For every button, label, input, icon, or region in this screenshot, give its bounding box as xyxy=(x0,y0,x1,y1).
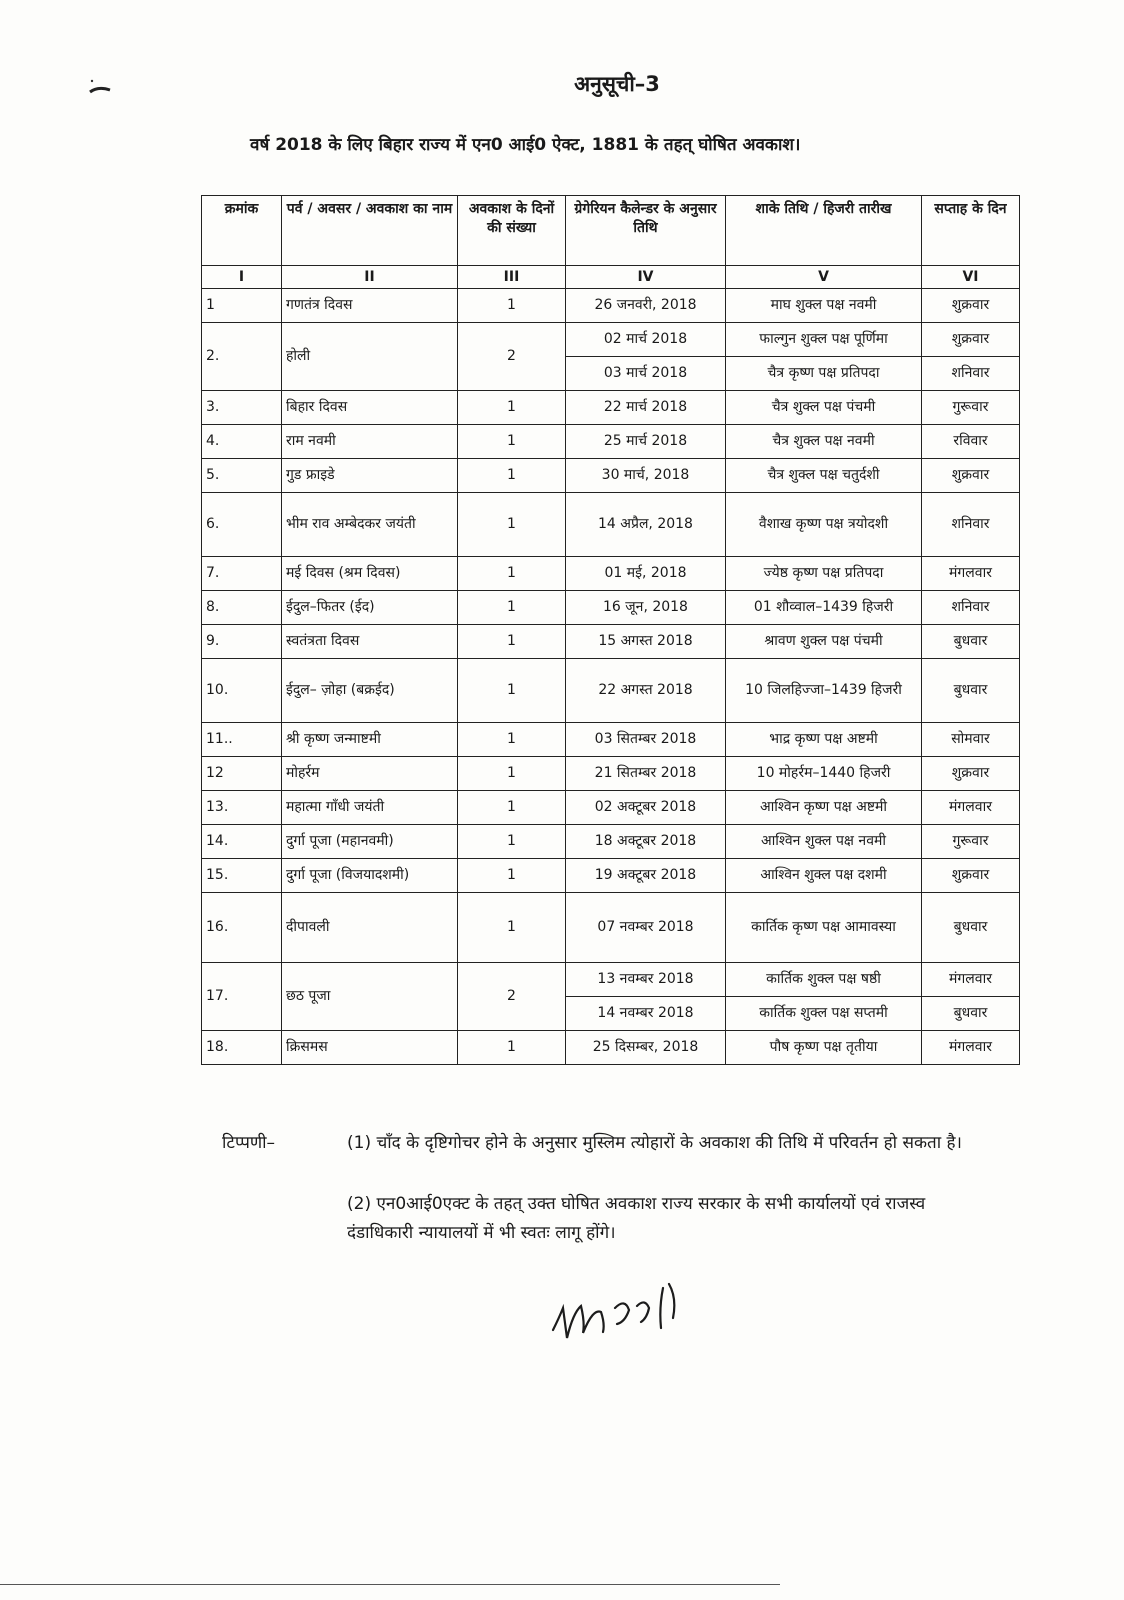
cell-gregorian-date: 13 नवम्बर 2018 xyxy=(566,963,726,997)
cell-weekday: शनिवार xyxy=(922,493,1020,557)
cell-festival-name: गणतंत्र दिवस xyxy=(282,289,458,323)
cell-weekday: गुरूवार xyxy=(922,825,1020,859)
cell-weekday: बुधवार xyxy=(922,893,1020,963)
cell-festival-name: बिहार दिवस xyxy=(282,391,458,425)
cell-gregorian-date: 02 मार्च 2018 xyxy=(566,323,726,357)
header-days-count: अवकाश के दिनों की संख्या xyxy=(458,196,566,266)
handwritten-signature xyxy=(545,1278,695,1348)
cell-weekday: शनिवार xyxy=(922,591,1020,625)
cell-saka-date: फाल्गुन शुक्ल पक्ष पूर्णिमा xyxy=(726,323,922,357)
cell-days-count: 1 xyxy=(458,557,566,591)
notes-label: टिप्पणी– xyxy=(222,1133,276,1153)
cell-serial: 16. xyxy=(202,893,282,963)
cell-festival-name: स्वतंत्रता दिवस xyxy=(282,625,458,659)
cell-festival-name: महात्मा गाँधी जयंती xyxy=(282,791,458,825)
cell-days-count: 2 xyxy=(458,323,566,391)
cell-serial: 1 xyxy=(202,289,282,323)
cell-serial: 15. xyxy=(202,859,282,893)
table-row xyxy=(202,723,1020,757)
note-item: (1) चाँद के दृष्टिगोचर होने के अनुसार मुस्लिम त्योहारों के अवकाश की तिथि में परिवर्तन हो सकता है। xyxy=(347,1133,962,1153)
cell-weekday: गुरूवार xyxy=(922,391,1020,425)
cell-saka-date: वैशाख कृष्ण पक्ष त्रयोदशी xyxy=(726,493,922,557)
cell-days-count: 1 xyxy=(458,859,566,893)
header-serial: क्रमांक xyxy=(202,196,282,266)
cell-gregorian-date: 03 सितम्बर 2018 xyxy=(566,723,726,757)
cell-days-count: 1 xyxy=(458,723,566,757)
cell-gregorian-date: 25 दिसम्बर, 2018 xyxy=(566,1031,726,1065)
cell-saka-date: पौष कृष्ण पक्ष तृतीया xyxy=(726,1031,922,1065)
cell-festival-name: श्री कृष्ण जन्माष्टमी xyxy=(282,723,458,757)
cell-days-count: 1 xyxy=(458,493,566,557)
cell-festival-name: गुड फ्राइडे xyxy=(282,459,458,493)
cell-serial: 3. xyxy=(202,391,282,425)
cell-festival-name: भीम राव अम्बेदकर जयंती xyxy=(282,493,458,557)
roman-numeral: IV xyxy=(566,266,726,289)
cell-festival-name: ईदुल– ज़ोहा (बक्रईद) xyxy=(282,659,458,723)
cell-days-count: 1 xyxy=(458,591,566,625)
table-row xyxy=(202,859,1020,893)
table-row xyxy=(202,791,1020,825)
cell-saka-date: 10 जिलहिज्जा–1439 हिजरी xyxy=(726,659,922,723)
table-row xyxy=(202,659,1020,723)
cell-days-count: 1 xyxy=(458,757,566,791)
cell-festival-name: दुर्गा पूजा (महानवमी) xyxy=(282,825,458,859)
roman-numeral: III xyxy=(458,266,566,289)
cell-saka-date: चैत्र कृष्ण पक्ष प्रतिपदा xyxy=(726,357,922,391)
cell-gregorian-date: 22 अगस्त 2018 xyxy=(566,659,726,723)
table-row xyxy=(202,459,1020,493)
cell-festival-name: होली xyxy=(282,323,458,391)
page-bottom-rule xyxy=(0,1584,780,1585)
cell-days-count: 1 xyxy=(458,625,566,659)
table-row xyxy=(202,425,1020,459)
cell-festival-name: छठ पूजा xyxy=(282,963,458,1031)
cell-weekday: मंगलवार xyxy=(922,963,1020,997)
header-gregorian-date: ग्रेगेरियन कैलेन्डर के अनुसार तिथि xyxy=(566,196,726,266)
cell-saka-date: चैत्र शुक्ल पक्ष चतुर्दशी xyxy=(726,459,922,493)
roman-numeral: I xyxy=(202,266,282,289)
cell-serial: 5. xyxy=(202,459,282,493)
cell-serial: 14. xyxy=(202,825,282,859)
cell-saka-date: 01 शौव्वाल–1439 हिजरी xyxy=(726,591,922,625)
cell-saka-date: आश्विन कृष्ण पक्ष अष्टमी xyxy=(726,791,922,825)
cell-gregorian-date: 01 मई, 2018 xyxy=(566,557,726,591)
table-row xyxy=(202,757,1020,791)
cell-weekday: शुक्रवार xyxy=(922,859,1020,893)
cell-festival-name: दुर्गा पूजा (विजयादशमी) xyxy=(282,859,458,893)
cell-days-count: 1 xyxy=(458,391,566,425)
cell-serial: 8. xyxy=(202,591,282,625)
table-row xyxy=(202,493,1020,557)
table-row xyxy=(202,825,1020,859)
cell-days-count: 1 xyxy=(458,1031,566,1065)
cell-weekday: सोमवार xyxy=(922,723,1020,757)
cell-festival-name: दीपावली xyxy=(282,893,458,963)
cell-gregorian-date: 18 अक्टूबर 2018 xyxy=(566,825,726,859)
cell-saka-date: 10 मोहर्रम–1440 हिजरी xyxy=(726,757,922,791)
cell-days-count: 1 xyxy=(458,425,566,459)
cell-saka-date: आश्विन शुक्ल पक्ष नवमी xyxy=(726,825,922,859)
header-festival-name: पर्व / अवसर / अवकाश का नाम xyxy=(282,196,458,266)
cell-days-count: 1 xyxy=(458,791,566,825)
cell-gregorian-date: 15 अगस्त 2018 xyxy=(566,625,726,659)
header-saka-hijri-date: शाके तिथि / हिजरी तारीख xyxy=(726,196,922,266)
cell-serial: 7. xyxy=(202,557,282,591)
page-title-text: अनुसूची–3 xyxy=(574,72,660,96)
cell-saka-date: कार्तिक शुक्ल पक्ष सप्तमी xyxy=(726,997,922,1031)
table-row xyxy=(202,391,1020,425)
cell-weekday: शुक्रवार xyxy=(922,289,1020,323)
page-title xyxy=(0,70,1124,98)
table-row xyxy=(202,289,1020,323)
table-row xyxy=(202,557,1020,591)
cell-saka-date: ज्येष्ठ कृष्ण पक्ष प्रतिपदा xyxy=(726,557,922,591)
table-row xyxy=(202,625,1020,659)
cell-weekday: बुधवार xyxy=(922,659,1020,723)
cell-gregorian-date: 14 नवम्बर 2018 xyxy=(566,997,726,1031)
cell-days-count: 1 xyxy=(458,659,566,723)
cell-serial: 18. xyxy=(202,1031,282,1065)
table-row xyxy=(202,1031,1020,1065)
cell-days-count: 1 xyxy=(458,289,566,323)
cell-days-count: 1 xyxy=(458,459,566,493)
cell-gregorian-date: 21 सितम्बर 2018 xyxy=(566,757,726,791)
header-weekday: सप्ताह के दिन xyxy=(922,196,1020,266)
cell-gregorian-date: 03 मार्च 2018 xyxy=(566,357,726,391)
cell-weekday: बुधवार xyxy=(922,997,1020,1031)
cell-gregorian-date: 14 अप्रैल, 2018 xyxy=(566,493,726,557)
cell-saka-date: भाद्र कृष्ण पक्ष अष्टमी xyxy=(726,723,922,757)
cell-weekday: बुधवार xyxy=(922,625,1020,659)
cell-gregorian-date: 22 मार्च 2018 xyxy=(566,391,726,425)
cell-gregorian-date: 25 मार्च 2018 xyxy=(566,425,726,459)
cell-days-count: 1 xyxy=(458,825,566,859)
cell-weekday: रविवार xyxy=(922,425,1020,459)
cell-serial: 17. xyxy=(202,963,282,1031)
cell-gregorian-date: 16 जून, 2018 xyxy=(566,591,726,625)
table-row xyxy=(202,591,1020,625)
holiday-table xyxy=(201,195,1020,1065)
cell-gregorian-date: 19 अक्टूबर 2018 xyxy=(566,859,726,893)
cell-saka-date: माघ शुक्ल पक्ष नवमी xyxy=(726,289,922,323)
cell-days-count: 2 xyxy=(458,963,566,1031)
roman-numeral: V xyxy=(726,266,922,289)
cell-serial: 11.. xyxy=(202,723,282,757)
cell-saka-date: आश्विन शुक्ल पक्ष दशमी xyxy=(726,859,922,893)
cell-festival-name: राम नवमी xyxy=(282,425,458,459)
cell-festival-name: मई दिवस (श्रम दिवस) xyxy=(282,557,458,591)
cell-serial: 9. xyxy=(202,625,282,659)
cell-serial: 6. xyxy=(202,493,282,557)
cell-saka-date: कार्तिक कृष्ण पक्ष आमावस्या xyxy=(726,893,922,963)
cell-gregorian-date: 26 जनवरी, 2018 xyxy=(566,289,726,323)
cell-saka-date: चैत्र शुक्ल पक्ष पंचमी xyxy=(726,391,922,425)
cell-gregorian-date: 30 मार्च, 2018 xyxy=(566,459,726,493)
cell-weekday: मंगलवार xyxy=(922,1031,1020,1065)
cell-festival-name: ईदुल–फितर (ईद) xyxy=(282,591,458,625)
cell-serial: 10. xyxy=(202,659,282,723)
cell-serial: 2. xyxy=(202,323,282,391)
cell-serial: 13. xyxy=(202,791,282,825)
cell-saka-date: चैत्र शुक्ल पक्ष नवमी xyxy=(726,425,922,459)
cell-serial: 4. xyxy=(202,425,282,459)
table-row xyxy=(202,963,1020,997)
holiday-table-body xyxy=(202,289,1020,1065)
cell-gregorian-date: 02 अक्टूबर 2018 xyxy=(566,791,726,825)
cell-gregorian-date: 07 नवम्बर 2018 xyxy=(566,893,726,963)
cell-serial: 12 xyxy=(202,757,282,791)
cell-saka-date: कार्तिक शुक्ल पक्ष षष्ठी xyxy=(726,963,922,997)
roman-numeral: II xyxy=(282,266,458,289)
note-item: (2) एन0आई0एक्ट के तहत् उक्त घोषित अवकाश राज्य सरकार के सभी कार्यालयों एवं राजस्व दंडाधिकारी न्यायालयों में भी स्वतः लागू होंगे। xyxy=(347,1194,926,1243)
cell-saka-date: श्रावण शुक्ल पक्ष पंचमी xyxy=(726,625,922,659)
cell-weekday: शनिवार xyxy=(922,357,1020,391)
table-row xyxy=(202,323,1020,357)
cell-weekday: शुक्रवार xyxy=(922,757,1020,791)
cell-festival-name: मोहर्रम xyxy=(282,757,458,791)
roman-numeral: VI xyxy=(922,266,1020,289)
cell-weekday: शुक्रवार xyxy=(922,323,1020,357)
cell-festival-name: क्रिसमस xyxy=(282,1031,458,1065)
cell-weekday: मंगलवार xyxy=(922,557,1020,591)
cell-days-count: 1 xyxy=(458,893,566,963)
table-row xyxy=(202,893,1020,963)
cell-weekday: मंगलवार xyxy=(922,791,1020,825)
cell-weekday: शुक्रवार xyxy=(922,459,1020,493)
page-subtitle: वर्ष 2018 के लिए बिहार राज्य में एन0 आई0 ऐक्ट, 1881 के तहत् घोषित अवकाश। xyxy=(250,135,801,155)
